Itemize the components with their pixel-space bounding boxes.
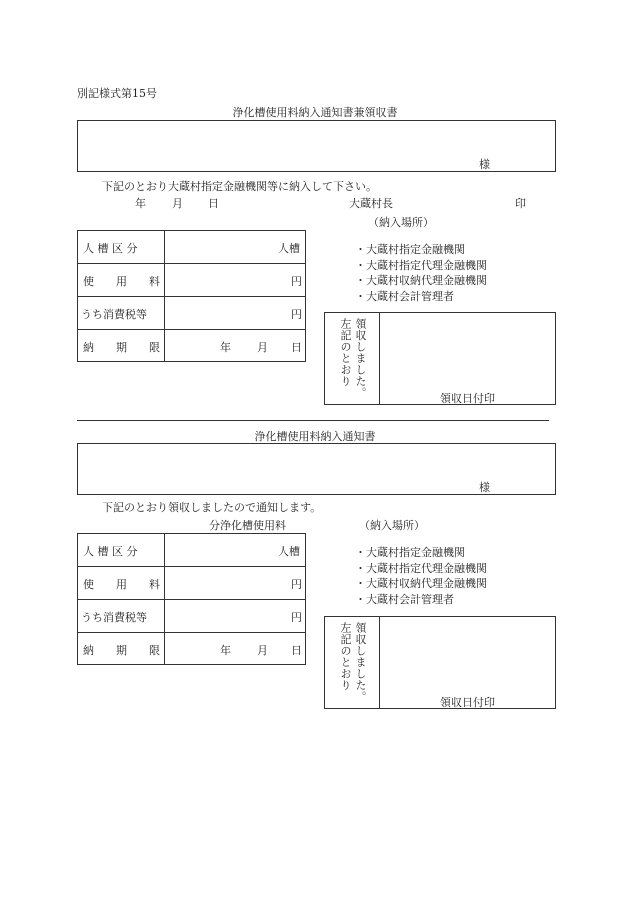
section1-receipt-stamp-label: 領収日付印 bbox=[440, 392, 495, 405]
section2-fee-period: 分浄化槽使用料 bbox=[209, 519, 286, 532]
section1-due-day: 日 bbox=[291, 341, 302, 354]
section1-payment-place-item: ・大蔵村会計管理者 bbox=[355, 290, 454, 303]
section2-payment-place-item: ・大蔵村指定金融機関 bbox=[355, 546, 465, 559]
section1-title: 浄化槽使用料納入通知書兼領収書 bbox=[232, 106, 398, 119]
section2-payment-place-item: ・大蔵村指定代理金融機関 bbox=[355, 562, 487, 575]
section2-receipt-text: 左記のとおり bbox=[339, 622, 352, 691]
section1-payment-place-item: ・大蔵村収納代理金融機関 bbox=[355, 274, 487, 287]
section1-row-label: 納 期 限 bbox=[83, 341, 160, 354]
form-number: 別記様式第15号 bbox=[77, 87, 157, 100]
section2-payment-place-item: ・大蔵村収納代理金融機関 bbox=[355, 577, 487, 590]
section1-receipt-text: 左記のとおり bbox=[339, 318, 352, 387]
section2-intro: 下記のとおり領収しましたので通知します。 bbox=[102, 501, 322, 514]
section2-due-day: 日 bbox=[291, 644, 302, 657]
section1-row-label: うち消費税等 bbox=[81, 308, 147, 321]
section1-payment-place-item: ・大蔵村指定代理金融機関 bbox=[355, 259, 487, 272]
section1-addressee-box bbox=[77, 120, 556, 172]
section2-title: 浄化槽使用料納入通知書 bbox=[254, 430, 376, 443]
section2-row-label: 納 期 限 bbox=[83, 644, 160, 657]
section1-receipt-text: 領収しました。 bbox=[354, 318, 367, 399]
section2-addressee-box bbox=[77, 443, 556, 495]
section1-row-unit: 円 bbox=[291, 308, 302, 321]
section2-receipt-stamp-label: 領収日付印 bbox=[440, 696, 495, 709]
section1-row-label: 人 槽 区 分 bbox=[83, 242, 138, 255]
section2-payment-place-item: ・大蔵村会計管理者 bbox=[355, 593, 454, 606]
section1-payment-place-label: （納入場所） bbox=[368, 216, 434, 229]
section-divider bbox=[77, 420, 549, 421]
section2-row-label: 人 槽 区 分 bbox=[83, 545, 138, 558]
section2-addressee-suffix: 様 bbox=[479, 481, 490, 494]
section1-due-year: 年 bbox=[220, 341, 231, 354]
section1-row-unit: 人槽 bbox=[278, 242, 300, 255]
section1-addressee-suffix: 様 bbox=[479, 158, 490, 171]
section1-due-month: 月 bbox=[257, 341, 268, 354]
section1-date-year: 年 bbox=[135, 197, 146, 210]
section2-row-label: 使 用 料 bbox=[83, 578, 160, 591]
section1-date-day: 日 bbox=[208, 197, 219, 210]
section1-intro: 下記のとおり大蔵村指定金融機関等に納入して下さい。 bbox=[102, 180, 377, 193]
section1-issuer: 大蔵村長 bbox=[349, 197, 393, 210]
section1-payment-place-item: ・大蔵村指定金融機関 bbox=[355, 243, 465, 256]
section2-row-unit: 人槽 bbox=[278, 545, 300, 558]
section2-row-label: うち消費税等 bbox=[81, 611, 147, 624]
section1-row-label: 使 用 料 bbox=[83, 275, 160, 288]
section1-row-unit: 円 bbox=[291, 275, 302, 288]
section1-date-month: 月 bbox=[172, 197, 183, 210]
section2-payment-place-label: （納入場所） bbox=[359, 519, 425, 532]
section2-row-unit: 円 bbox=[291, 611, 302, 624]
section2-due-year: 年 bbox=[220, 644, 231, 657]
section2-row-unit: 円 bbox=[291, 578, 302, 591]
section1-seal: 印 bbox=[515, 197, 526, 210]
section2-due-month: 月 bbox=[257, 644, 268, 657]
section2-receipt-text: 領収しました。 bbox=[354, 622, 367, 703]
